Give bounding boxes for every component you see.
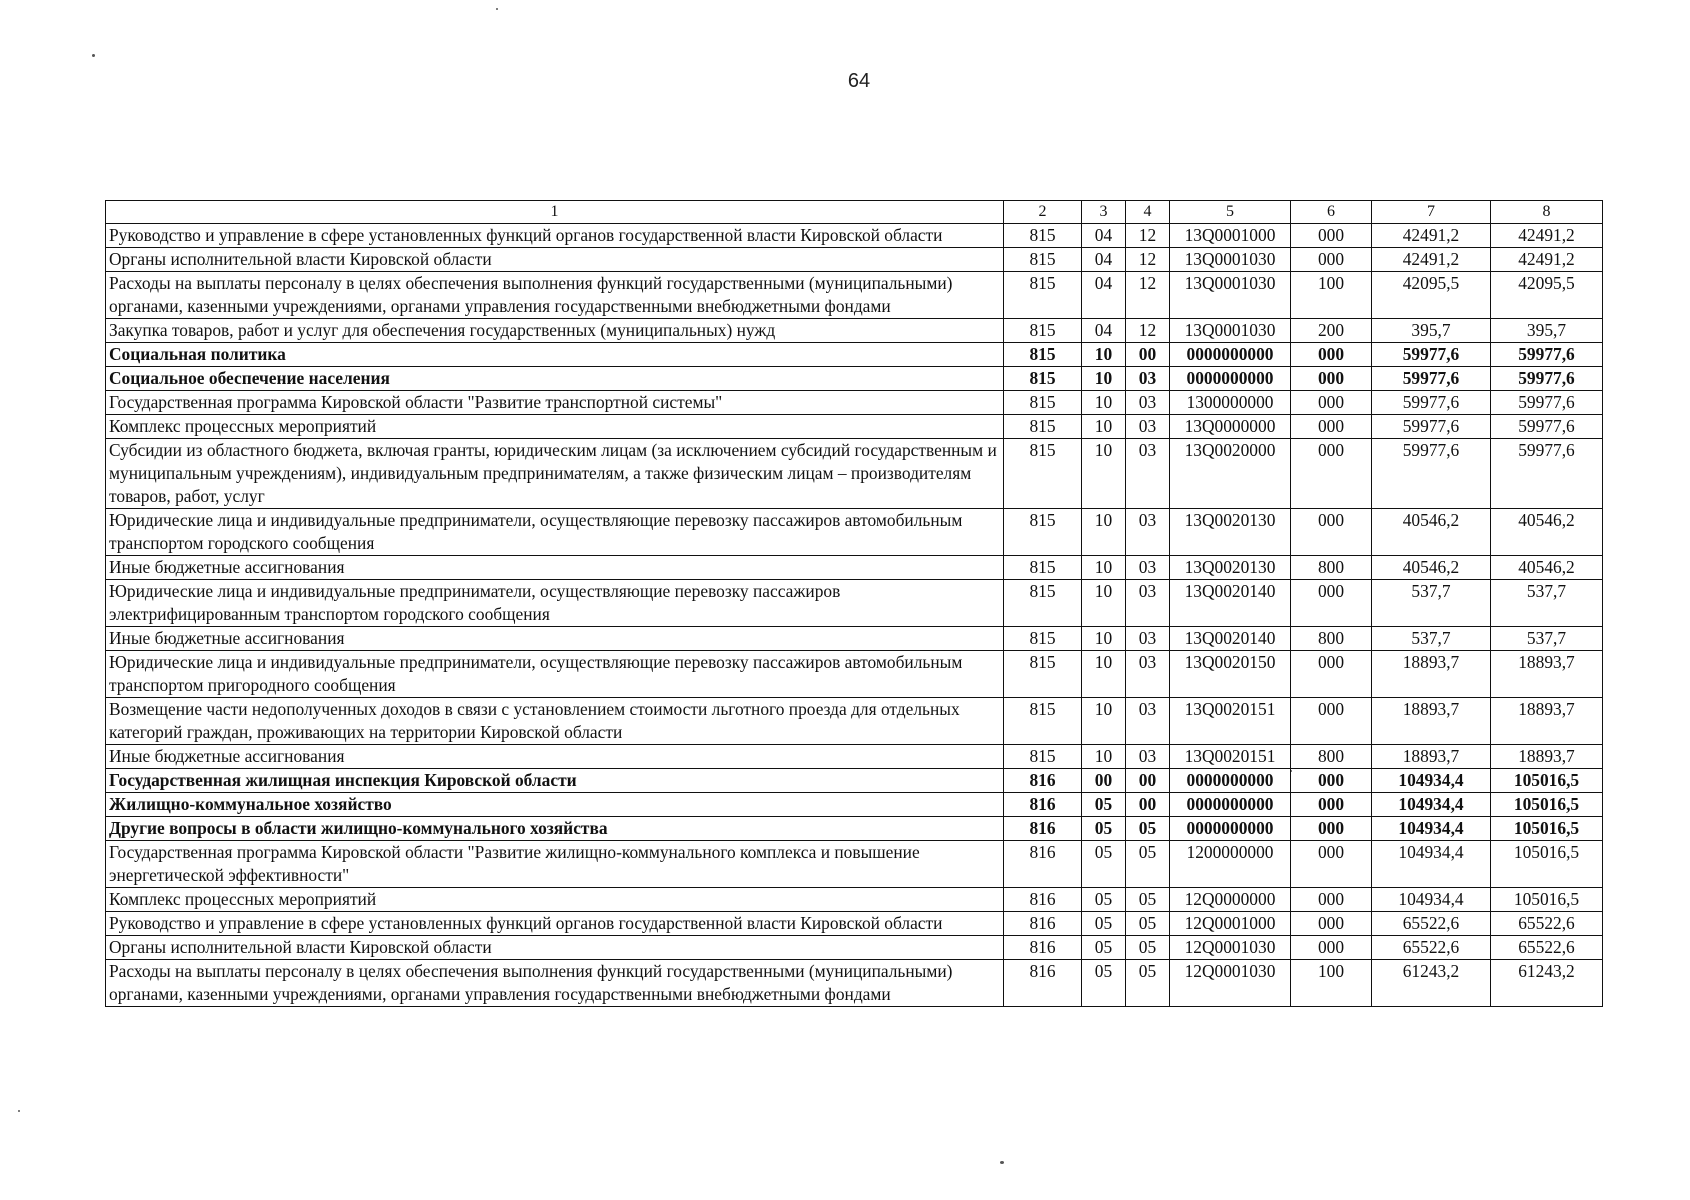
target-article-cell: 13Q0020130: [1170, 509, 1291, 556]
row-name-cell: Возмещение части недополученных доходов в связи с установлением стоимости льготного проезда для отдельных категорий граждан, проживающих на территории Кировской области: [106, 698, 1004, 745]
subsection-code-cell: 03: [1126, 415, 1170, 439]
amount-year1-cell: 18893,7: [1372, 651, 1491, 698]
ministry-code-cell: 815: [1004, 391, 1082, 415]
section-code-cell: 04: [1082, 248, 1126, 272]
amount-year2-cell: 59977,6: [1491, 415, 1603, 439]
column-header: 6: [1291, 201, 1372, 224]
target-article-cell: 13Q0020151: [1170, 698, 1291, 745]
table-row: [106, 556, 1603, 580]
table-row: [106, 391, 1603, 415]
target-article-cell: 13Q0001000: [1170, 224, 1291, 248]
amount-year1-cell: 59977,6: [1372, 439, 1491, 509]
ministry-code-cell: 815: [1004, 509, 1082, 556]
row-name-cell: Закупка товаров, работ и услуг для обеспечения государственных (муниципальных) нужд: [106, 319, 1004, 343]
amount-year1-cell: 104934,4: [1372, 888, 1491, 912]
section-code-cell: 05: [1082, 793, 1126, 817]
amount-year2-cell: 65522,6: [1491, 912, 1603, 936]
table-row: [106, 319, 1603, 343]
column-header: 1: [106, 201, 1004, 224]
section-code-cell: 05: [1082, 960, 1126, 1007]
expense-type-cell: 800: [1291, 745, 1372, 769]
expense-type-cell: 100: [1291, 272, 1372, 319]
ministry-code-cell: 815: [1004, 627, 1082, 651]
table-row: [106, 272, 1603, 319]
amount-year2-cell: 105016,5: [1491, 841, 1603, 888]
expense-type-cell: 000: [1291, 651, 1372, 698]
section-code-cell: 10: [1082, 698, 1126, 745]
target-article-cell: 0000000000: [1170, 817, 1291, 841]
ministry-code-cell: 815: [1004, 272, 1082, 319]
section-code-cell: 10: [1082, 556, 1126, 580]
target-article-cell: 13Q0020000: [1170, 439, 1291, 509]
subsection-code-cell: 03: [1126, 509, 1170, 556]
amount-year2-cell: 537,7: [1491, 580, 1603, 627]
expense-type-cell: 000: [1291, 841, 1372, 888]
ministry-code-cell: 815: [1004, 556, 1082, 580]
table-row: [106, 793, 1603, 817]
amount-year1-cell: 104934,4: [1372, 793, 1491, 817]
expense-type-cell: 000: [1291, 391, 1372, 415]
column-header: 8: [1491, 201, 1603, 224]
target-article-cell: 1200000000: [1170, 841, 1291, 888]
subsection-code-cell: 00: [1126, 769, 1170, 793]
section-code-cell: 10: [1082, 343, 1126, 367]
amount-year1-cell: 42491,2: [1372, 248, 1491, 272]
page-number: 64: [847, 70, 871, 92]
section-code-cell: 05: [1082, 912, 1126, 936]
row-name-cell: Субсидии из областного бюджета, включая гранты, юридическим лицам (за исключением субсидий государственным и муниципальным учреждениям), индивидуальным предпринимателям, а также физическим лицам – производителям товаров, работ, услуг: [106, 439, 1004, 509]
amount-year2-cell: 18893,7: [1491, 745, 1603, 769]
table-row: [106, 888, 1603, 912]
target-article-cell: 12Q0001000: [1170, 912, 1291, 936]
section-code-cell: 10: [1082, 651, 1126, 698]
row-name-cell: Юридические лица и индивидуальные предприниматели, осуществляющие перевозку пассажиров автомобильным транспортом городского сообщения: [106, 509, 1004, 556]
column-header: 7: [1372, 201, 1491, 224]
amount-year2-cell: 61243,2: [1491, 960, 1603, 1007]
scan-speck: [92, 54, 95, 57]
amount-year2-cell: 105016,5: [1491, 769, 1603, 793]
subsection-code-cell: 03: [1126, 439, 1170, 509]
row-name-cell: Расходы на выплаты персоналу в целях обеспечения выполнения функций государственными (муниципальными) органами, казенными учреждениями, органами управления государственными внебюджетными фондами: [106, 960, 1004, 1007]
scan-speck: [1000, 1161, 1004, 1164]
section-code-cell: 10: [1082, 509, 1126, 556]
expense-type-cell: 000: [1291, 936, 1372, 960]
row-name-cell: Иные бюджетные ассигнования: [106, 627, 1004, 651]
expense-type-cell: 000: [1291, 367, 1372, 391]
amount-year1-cell: 40546,2: [1372, 556, 1491, 580]
section-code-cell: 00: [1082, 769, 1126, 793]
ministry-code-cell: 815: [1004, 248, 1082, 272]
ministry-code-cell: 815: [1004, 224, 1082, 248]
section-code-cell: 04: [1082, 272, 1126, 319]
table-row: [106, 343, 1603, 367]
ministry-code-cell: 816: [1004, 769, 1082, 793]
row-name-cell: Руководство и управление в сфере установленных функций органов государственной власти Кировской области: [106, 224, 1004, 248]
budget-table: [105, 200, 1603, 1007]
amount-year1-cell: 18893,7: [1372, 698, 1491, 745]
table-body: [106, 224, 1603, 1007]
target-article-cell: 0000000000: [1170, 793, 1291, 817]
table-row: [106, 936, 1603, 960]
table-row: [106, 439, 1603, 509]
section-code-cell: 10: [1082, 367, 1126, 391]
section-code-cell: 05: [1082, 817, 1126, 841]
amount-year1-cell: 104934,4: [1372, 769, 1491, 793]
table-row: [106, 817, 1603, 841]
subsection-code-cell: 05: [1126, 936, 1170, 960]
expense-type-cell: 000: [1291, 248, 1372, 272]
subsection-code-cell: 00: [1126, 793, 1170, 817]
column-header: 2: [1004, 201, 1082, 224]
amount-year1-cell: 59977,6: [1372, 391, 1491, 415]
section-code-cell: 10: [1082, 391, 1126, 415]
amount-year1-cell: 395,7: [1372, 319, 1491, 343]
target-article-cell: 13Q0001030: [1170, 272, 1291, 319]
amount-year2-cell: 42491,2: [1491, 248, 1603, 272]
subsection-code-cell: 03: [1126, 698, 1170, 745]
table-row: [106, 415, 1603, 439]
amount-year1-cell: 537,7: [1372, 627, 1491, 651]
amount-year2-cell: 537,7: [1491, 627, 1603, 651]
target-article-cell: 12Q0001030: [1170, 936, 1291, 960]
section-code-cell: 10: [1082, 415, 1126, 439]
expense-type-cell: 000: [1291, 793, 1372, 817]
amount-year2-cell: 395,7: [1491, 319, 1603, 343]
table-row: [106, 248, 1603, 272]
amount-year1-cell: 65522,6: [1372, 912, 1491, 936]
ministry-code-cell: 815: [1004, 745, 1082, 769]
subsection-code-cell: 03: [1126, 556, 1170, 580]
amount-year2-cell: 59977,6: [1491, 391, 1603, 415]
target-article-cell: 12Q0000000: [1170, 888, 1291, 912]
section-code-cell: 05: [1082, 841, 1126, 888]
amount-year2-cell: 65522,6: [1491, 936, 1603, 960]
amount-year2-cell: 105016,5: [1491, 888, 1603, 912]
row-name-cell: Социальная политика: [106, 343, 1004, 367]
target-article-cell: 0000000000: [1170, 343, 1291, 367]
target-article-cell: 12Q0001030: [1170, 960, 1291, 1007]
subsection-code-cell: 05: [1126, 888, 1170, 912]
target-article-cell: 0000000000: [1170, 367, 1291, 391]
subsection-code-cell: 03: [1126, 627, 1170, 651]
amount-year2-cell: 105016,5: [1491, 793, 1603, 817]
expense-type-cell: 800: [1291, 556, 1372, 580]
row-name-cell: Государственная программа Кировской области "Развитие жилищно-коммунального комплекса и повышение энергетической эффективности": [106, 841, 1004, 888]
target-article-cell: 1300000000: [1170, 391, 1291, 415]
row-name-cell: Иные бюджетные ассигнования: [106, 556, 1004, 580]
amount-year1-cell: 104934,4: [1372, 841, 1491, 888]
expense-type-cell: 000: [1291, 580, 1372, 627]
target-article-cell: 13Q0020151: [1170, 745, 1291, 769]
amount-year2-cell: 59977,6: [1491, 367, 1603, 391]
row-name-cell: Органы исполнительной власти Кировской области: [106, 936, 1004, 960]
row-name-cell: Иные бюджетные ассигнования: [106, 745, 1004, 769]
header-row: [106, 201, 1603, 224]
section-code-cell: 04: [1082, 319, 1126, 343]
amount-year2-cell: 40546,2: [1491, 509, 1603, 556]
column-header: 5: [1170, 201, 1291, 224]
subsection-code-cell: 12: [1126, 319, 1170, 343]
amount-year2-cell: 18893,7: [1491, 651, 1603, 698]
row-name-cell: Расходы на выплаты персоналу в целях обеспечения выполнения функций государственными (муниципальными) органами, казенными учреждениями, органами управления государственными внебюджетными фондами: [106, 272, 1004, 319]
column-header: 4: [1126, 201, 1170, 224]
row-name-cell: Юридические лица и индивидуальные предприниматели, осуществляющие перевозку пассажиров автомобильным транспортом пригородного сообщения: [106, 651, 1004, 698]
amount-year1-cell: 59977,6: [1372, 415, 1491, 439]
expense-type-cell: 000: [1291, 439, 1372, 509]
ministry-code-cell: 816: [1004, 936, 1082, 960]
amount-year1-cell: 104934,4: [1372, 817, 1491, 841]
subsection-code-cell: 03: [1126, 651, 1170, 698]
ministry-code-cell: 816: [1004, 817, 1082, 841]
subsection-code-cell: 05: [1126, 817, 1170, 841]
row-name-cell: Государственная жилищная инспекция Кировской области: [106, 769, 1004, 793]
row-name-cell: Юридические лица и индивидуальные предприниматели, осуществляющие перевозку пассажиров электрифицированным транспортом городского сообщения: [106, 580, 1004, 627]
ministry-code-cell: 815: [1004, 580, 1082, 627]
expense-type-cell: 000: [1291, 224, 1372, 248]
row-name-cell: Государственная программа Кировской области "Развитие транспортной системы": [106, 391, 1004, 415]
subsection-code-cell: 03: [1126, 391, 1170, 415]
expense-type-cell: 000: [1291, 888, 1372, 912]
row-name-cell: Социальное обеспечение населения: [106, 367, 1004, 391]
amount-year2-cell: 42491,2: [1491, 224, 1603, 248]
subsection-code-cell: 12: [1126, 272, 1170, 319]
table-row: [106, 912, 1603, 936]
subsection-code-cell: 05: [1126, 912, 1170, 936]
table-row: [106, 745, 1603, 769]
target-article-cell: 0000000000: [1170, 769, 1291, 793]
table-row: [106, 580, 1603, 627]
expense-type-cell: 000: [1291, 817, 1372, 841]
subsection-code-cell: 03: [1126, 367, 1170, 391]
subsection-code-cell: 05: [1126, 960, 1170, 1007]
expense-type-cell: 200: [1291, 319, 1372, 343]
subsection-code-cell: 03: [1126, 580, 1170, 627]
ministry-code-cell: 816: [1004, 960, 1082, 1007]
expense-type-cell: 000: [1291, 509, 1372, 556]
amount-year2-cell: 105016,5: [1491, 817, 1603, 841]
section-code-cell: 10: [1082, 627, 1126, 651]
target-article-cell: 13Q0001030: [1170, 319, 1291, 343]
subsection-code-cell: 03: [1126, 745, 1170, 769]
expense-type-cell: 000: [1291, 698, 1372, 745]
amount-year1-cell: 59977,6: [1372, 343, 1491, 367]
ministry-code-cell: 816: [1004, 888, 1082, 912]
column-header: 3: [1082, 201, 1126, 224]
expense-type-cell: 000: [1291, 343, 1372, 367]
ministry-code-cell: 816: [1004, 912, 1082, 936]
row-name-cell: Комплекс процессных мероприятий: [106, 888, 1004, 912]
expense-type-cell: 000: [1291, 415, 1372, 439]
section-code-cell: 10: [1082, 580, 1126, 627]
table-row: [106, 509, 1603, 556]
section-code-cell: 05: [1082, 888, 1126, 912]
scan-speck: [496, 8, 498, 10]
section-code-cell: 10: [1082, 745, 1126, 769]
ministry-code-cell: 815: [1004, 439, 1082, 509]
amount-year1-cell: 40546,2: [1372, 509, 1491, 556]
table-row: [106, 627, 1603, 651]
ministry-code-cell: 816: [1004, 793, 1082, 817]
ministry-code-cell: 816: [1004, 841, 1082, 888]
ministry-code-cell: 815: [1004, 367, 1082, 391]
subsection-code-cell: 12: [1126, 224, 1170, 248]
subsection-code-cell: 12: [1126, 248, 1170, 272]
table-row: [106, 651, 1603, 698]
amount-year2-cell: 18893,7: [1491, 698, 1603, 745]
table-row: [106, 367, 1603, 391]
amount-year1-cell: 18893,7: [1372, 745, 1491, 769]
target-article-cell: 13Q0001030: [1170, 248, 1291, 272]
target-article-cell: 13Q0020140: [1170, 627, 1291, 651]
amount-year1-cell: 61243,2: [1372, 960, 1491, 1007]
amount-year2-cell: 59977,6: [1491, 439, 1603, 509]
amount-year1-cell: 59977,6: [1372, 367, 1491, 391]
table-row: [106, 769, 1603, 793]
expense-type-cell: 000: [1291, 769, 1372, 793]
row-name-cell: Другие вопросы в области жилищно-коммунального хозяйства: [106, 817, 1004, 841]
target-article-cell: 13Q0000000: [1170, 415, 1291, 439]
section-code-cell: 04: [1082, 224, 1126, 248]
ministry-code-cell: 815: [1004, 651, 1082, 698]
amount-year2-cell: 40546,2: [1491, 556, 1603, 580]
amount-year1-cell: 42095,5: [1372, 272, 1491, 319]
row-name-cell: Жилищно-коммунальное хозяйство: [106, 793, 1004, 817]
amount-year1-cell: 65522,6: [1372, 936, 1491, 960]
target-article-cell: 13Q0020130: [1170, 556, 1291, 580]
ministry-code-cell: 815: [1004, 698, 1082, 745]
expense-type-cell: 000: [1291, 912, 1372, 936]
subsection-code-cell: 05: [1126, 841, 1170, 888]
amount-year2-cell: 59977,6: [1491, 343, 1603, 367]
scan-speck: [18, 1110, 20, 1112]
section-code-cell: 10: [1082, 439, 1126, 509]
row-name-cell: Органы исполнительной власти Кировской области: [106, 248, 1004, 272]
expense-type-cell: 100: [1291, 960, 1372, 1007]
table-row: [106, 841, 1603, 888]
target-article-cell: 13Q0020150: [1170, 651, 1291, 698]
row-name-cell: Комплекс процессных мероприятий: [106, 415, 1004, 439]
table-row: [106, 698, 1603, 745]
expense-type-cell: 800: [1291, 627, 1372, 651]
amount-year1-cell: 537,7: [1372, 580, 1491, 627]
section-code-cell: 05: [1082, 936, 1126, 960]
table-row: [106, 224, 1603, 248]
ministry-code-cell: 815: [1004, 319, 1082, 343]
amount-year2-cell: 42095,5: [1491, 272, 1603, 319]
table-row: [106, 960, 1603, 1007]
ministry-code-cell: 815: [1004, 343, 1082, 367]
target-article-cell: 13Q0020140: [1170, 580, 1291, 627]
ministry-code-cell: 815: [1004, 415, 1082, 439]
subsection-code-cell: 00: [1126, 343, 1170, 367]
amount-year1-cell: 42491,2: [1372, 224, 1491, 248]
row-name-cell: Руководство и управление в сфере установленных функций органов государственной власти Кировской области: [106, 912, 1004, 936]
